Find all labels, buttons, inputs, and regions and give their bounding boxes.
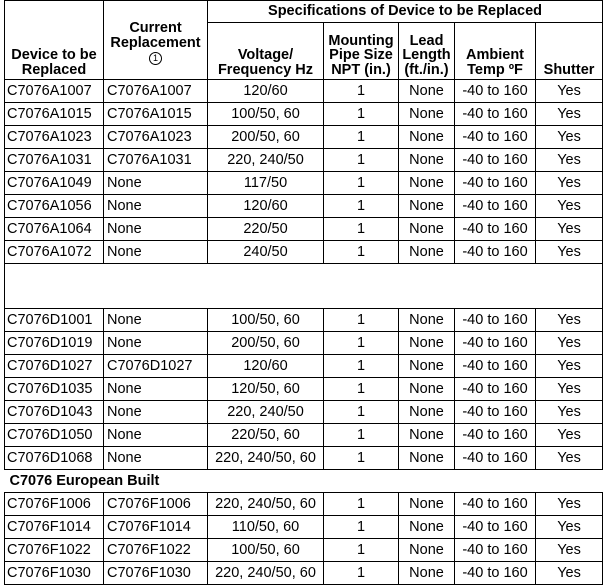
ambient-temp-cell: -40 to 160 — [455, 309, 536, 332]
device-cell: C7076A1072 — [5, 241, 104, 264]
voltage-cell: 100/50, 60 — [208, 539, 324, 562]
table-row — [5, 80, 603, 103]
lead-length-cell: None — [399, 126, 455, 149]
ambient-temp-cell: -40 to 160 — [455, 332, 536, 355]
lead-length-cell: None — [399, 447, 455, 470]
lead-length-cell: None — [399, 401, 455, 424]
replacement-cell: C7076A1031 — [104, 149, 208, 172]
device-header: Device to be Replaced — [5, 1, 104, 80]
device-cell: C7076A1064 — [5, 218, 104, 241]
lead-length-cell: None — [399, 218, 455, 241]
ambient-header: Ambient Temp ºF — [455, 23, 536, 80]
shutter-cell: Yes — [536, 355, 603, 378]
device-cell: C7076D1001 — [5, 309, 104, 332]
voltage-cell: 120/60 — [208, 355, 324, 378]
table-row — [5, 355, 603, 378]
footnote-marker-icon: 1 — [149, 52, 162, 65]
replacement-cell: C7076F1030 — [104, 562, 208, 585]
lead-length-cell: None — [399, 355, 455, 378]
device-cell: C7076D1068 — [5, 447, 104, 470]
device-cell: C7076F1006 — [5, 493, 104, 516]
replacement-cell: None — [104, 332, 208, 355]
blank-row — [5, 264, 603, 287]
table-row — [5, 493, 603, 516]
device-cell: C7076A1056 — [5, 195, 104, 218]
lead-length-cell: None — [399, 516, 455, 539]
replacement-cell: C7076F1014 — [104, 516, 208, 539]
pipe-size-cell: 1 — [324, 355, 399, 378]
pipe-size-cell: 1 — [324, 195, 399, 218]
lead-length-cell: None — [399, 493, 455, 516]
pipe-size-cell: 1 — [324, 562, 399, 585]
shutter-cell: Yes — [536, 378, 603, 401]
table-row — [5, 309, 603, 332]
lead-length-cell: None — [399, 80, 455, 103]
voltage-cell: 120/60 — [208, 195, 324, 218]
shutter-cell: Yes — [536, 195, 603, 218]
lead-length-cell: None — [399, 424, 455, 447]
device-cell: C7076A1015 — [5, 103, 104, 126]
pipe-size-cell: 1 — [324, 401, 399, 424]
pipe-size-cell: 1 — [324, 172, 399, 195]
voltage-cell: 220, 240/50 — [208, 401, 324, 424]
group-a-rows — [5, 80, 603, 264]
ambient-temp-cell: -40 to 160 — [455, 149, 536, 172]
lead-header: Lead Length (ft./in.) — [399, 23, 455, 80]
lead-length-cell: None — [399, 195, 455, 218]
ambient-temp-cell: -40 to 160 — [455, 241, 536, 264]
pipe-size-cell: 1 — [324, 241, 399, 264]
shutter-cell: Yes — [536, 241, 603, 264]
current-replacement-label: Current Replacement — [110, 20, 201, 51]
replacement-cell: None — [104, 401, 208, 424]
blank-row — [5, 286, 603, 309]
ambient-temp-cell: -40 to 160 — [455, 562, 536, 585]
table-row — [5, 562, 603, 585]
ambient-temp-cell: -40 to 160 — [455, 401, 536, 424]
table-row — [5, 447, 603, 470]
pipe-size-cell: 1 — [324, 539, 399, 562]
voltage-cell: 120/50, 60 — [208, 378, 324, 401]
section-title: C7076 European Built — [5, 470, 603, 493]
voltage-cell: 100/50, 60 — [208, 309, 324, 332]
lead-length-cell: None — [399, 332, 455, 355]
pipe-size-cell: 1 — [324, 103, 399, 126]
device-cell: C7076F1030 — [5, 562, 104, 585]
replacement-cell: None — [104, 218, 208, 241]
ambient-temp-cell: -40 to 160 — [455, 516, 536, 539]
pipe-size-cell: 1 — [324, 516, 399, 539]
section-f-title-row — [5, 470, 603, 493]
shutter-cell: Yes — [536, 332, 603, 355]
ambient-temp-cell: -40 to 160 — [455, 378, 536, 401]
pipe-size-cell: 1 — [324, 80, 399, 103]
shutter-cell: Yes — [536, 493, 603, 516]
shutter-cell: Yes — [536, 126, 603, 149]
shutter-cell: Yes — [536, 80, 603, 103]
voltage-cell: 110/50, 60 — [208, 516, 324, 539]
table-row — [5, 539, 603, 562]
ambient-temp-cell: -40 to 160 — [455, 493, 536, 516]
shutter-header: Shutter — [536, 23, 603, 80]
replacement-cell: None — [104, 309, 208, 332]
voltage-cell: 200/50, 60 — [208, 332, 324, 355]
table-row — [5, 172, 603, 195]
shutter-cell: Yes — [536, 539, 603, 562]
replacement-cell: C7076A1023 — [104, 126, 208, 149]
shutter-cell: Yes — [536, 401, 603, 424]
shutter-cell: Yes — [536, 172, 603, 195]
ambient-temp-cell: -40 to 160 — [455, 103, 536, 126]
device-cell: C7076D1050 — [5, 424, 104, 447]
device-cell: C7076D1035 — [5, 378, 104, 401]
lead-length-cell: None — [399, 562, 455, 585]
shutter-cell: Yes — [536, 424, 603, 447]
mounting-header: Mounting Pipe Size NPT (in.) — [324, 23, 399, 80]
shutter-cell: Yes — [536, 516, 603, 539]
pipe-size-cell: 1 — [324, 424, 399, 447]
voltage-cell: 220, 240/50, 60 — [208, 562, 324, 585]
voltage-cell: 220, 240/50 — [208, 149, 324, 172]
table-row — [5, 241, 603, 264]
shutter-cell: Yes — [536, 218, 603, 241]
pipe-size-cell: 1 — [324, 493, 399, 516]
voltage-cell: 220, 240/50, 60 — [208, 493, 324, 516]
device-cell: C7076D1043 — [5, 401, 104, 424]
voltage-cell: 220, 240/50, 60 — [208, 447, 324, 470]
ambient-temp-cell: -40 to 160 — [455, 126, 536, 149]
voltage-cell: 220/50 — [208, 218, 324, 241]
replacement-cell: C7076D1027 — [104, 355, 208, 378]
table-row — [5, 424, 603, 447]
table-row — [5, 378, 603, 401]
device-cell: C7076A1023 — [5, 126, 104, 149]
table-row — [5, 195, 603, 218]
pipe-size-cell: 1 — [324, 126, 399, 149]
voltage-cell: 100/50, 60 — [208, 103, 324, 126]
device-cell: C7076A1031 — [5, 149, 104, 172]
lead-length-cell: None — [399, 172, 455, 195]
lead-length-cell: None — [399, 241, 455, 264]
replacement-cell: C7076F1006 — [104, 493, 208, 516]
current-replacement-header — [104, 1, 208, 80]
ambient-temp-cell: -40 to 160 — [455, 447, 536, 470]
shutter-cell: Yes — [536, 309, 603, 332]
shutter-cell: Yes — [536, 149, 603, 172]
voltage-cell: 117/50 — [208, 172, 324, 195]
replacement-cell: C7076A1015 — [104, 103, 208, 126]
voltage-cell: 220/50, 60 — [208, 424, 324, 447]
replacement-cell: C7076A1007 — [104, 80, 208, 103]
lead-length-cell: None — [399, 378, 455, 401]
voltage-header: Voltage/ Frequency Hz — [208, 23, 324, 80]
ambient-temp-cell: -40 to 160 — [455, 424, 536, 447]
spacer-rows — [5, 264, 603, 309]
replacement-spec-table — [4, 0, 603, 585]
shutter-cell: Yes — [536, 447, 603, 470]
ambient-temp-cell: -40 to 160 — [455, 195, 536, 218]
device-cell: C7076D1019 — [5, 332, 104, 355]
lead-length-cell: None — [399, 539, 455, 562]
replacement-cell: None — [104, 241, 208, 264]
device-cell: C7076F1014 — [5, 516, 104, 539]
table-row — [5, 332, 603, 355]
ambient-temp-cell: -40 to 160 — [455, 80, 536, 103]
replacement-cell: None — [104, 378, 208, 401]
ambient-temp-cell: -40 to 160 — [455, 218, 536, 241]
voltage-cell: 240/50 — [208, 241, 324, 264]
table-row — [5, 218, 603, 241]
pipe-size-cell: 1 — [324, 149, 399, 172]
replacement-cell: C7076F1022 — [104, 539, 208, 562]
replacement-cell: None — [104, 424, 208, 447]
ambient-temp-cell: -40 to 160 — [455, 172, 536, 195]
pipe-size-cell: 1 — [324, 309, 399, 332]
spec-group-header: Specifications of Device to be Replaced — [208, 1, 603, 23]
table-row — [5, 126, 603, 149]
table-row — [5, 401, 603, 424]
replacement-cell: None — [104, 195, 208, 218]
replacement-cell: None — [104, 447, 208, 470]
table-row — [5, 103, 603, 126]
shutter-cell: Yes — [536, 103, 603, 126]
table-row — [5, 516, 603, 539]
pipe-size-cell: 1 — [324, 218, 399, 241]
replacement-cell: None — [104, 172, 208, 195]
ambient-temp-cell: -40 to 160 — [455, 355, 536, 378]
voltage-cell: 120/60 — [208, 80, 324, 103]
lead-length-cell: None — [399, 309, 455, 332]
ambient-temp-cell: -40 to 160 — [455, 539, 536, 562]
pipe-size-cell: 1 — [324, 378, 399, 401]
group-d-rows — [5, 309, 603, 470]
lead-length-cell: None — [399, 149, 455, 172]
pipe-size-cell: 1 — [324, 447, 399, 470]
voltage-cell: 200/50, 60 — [208, 126, 324, 149]
shutter-cell: Yes — [536, 562, 603, 585]
device-cell: C7076A1007 — [5, 80, 104, 103]
device-cell: C7076D1027 — [5, 355, 104, 378]
table-row — [5, 149, 603, 172]
group-f-rows — [5, 493, 603, 585]
device-cell: C7076F1022 — [5, 539, 104, 562]
pipe-size-cell: 1 — [324, 332, 399, 355]
device-cell: C7076A1049 — [5, 172, 104, 195]
lead-length-cell: None — [399, 103, 455, 126]
